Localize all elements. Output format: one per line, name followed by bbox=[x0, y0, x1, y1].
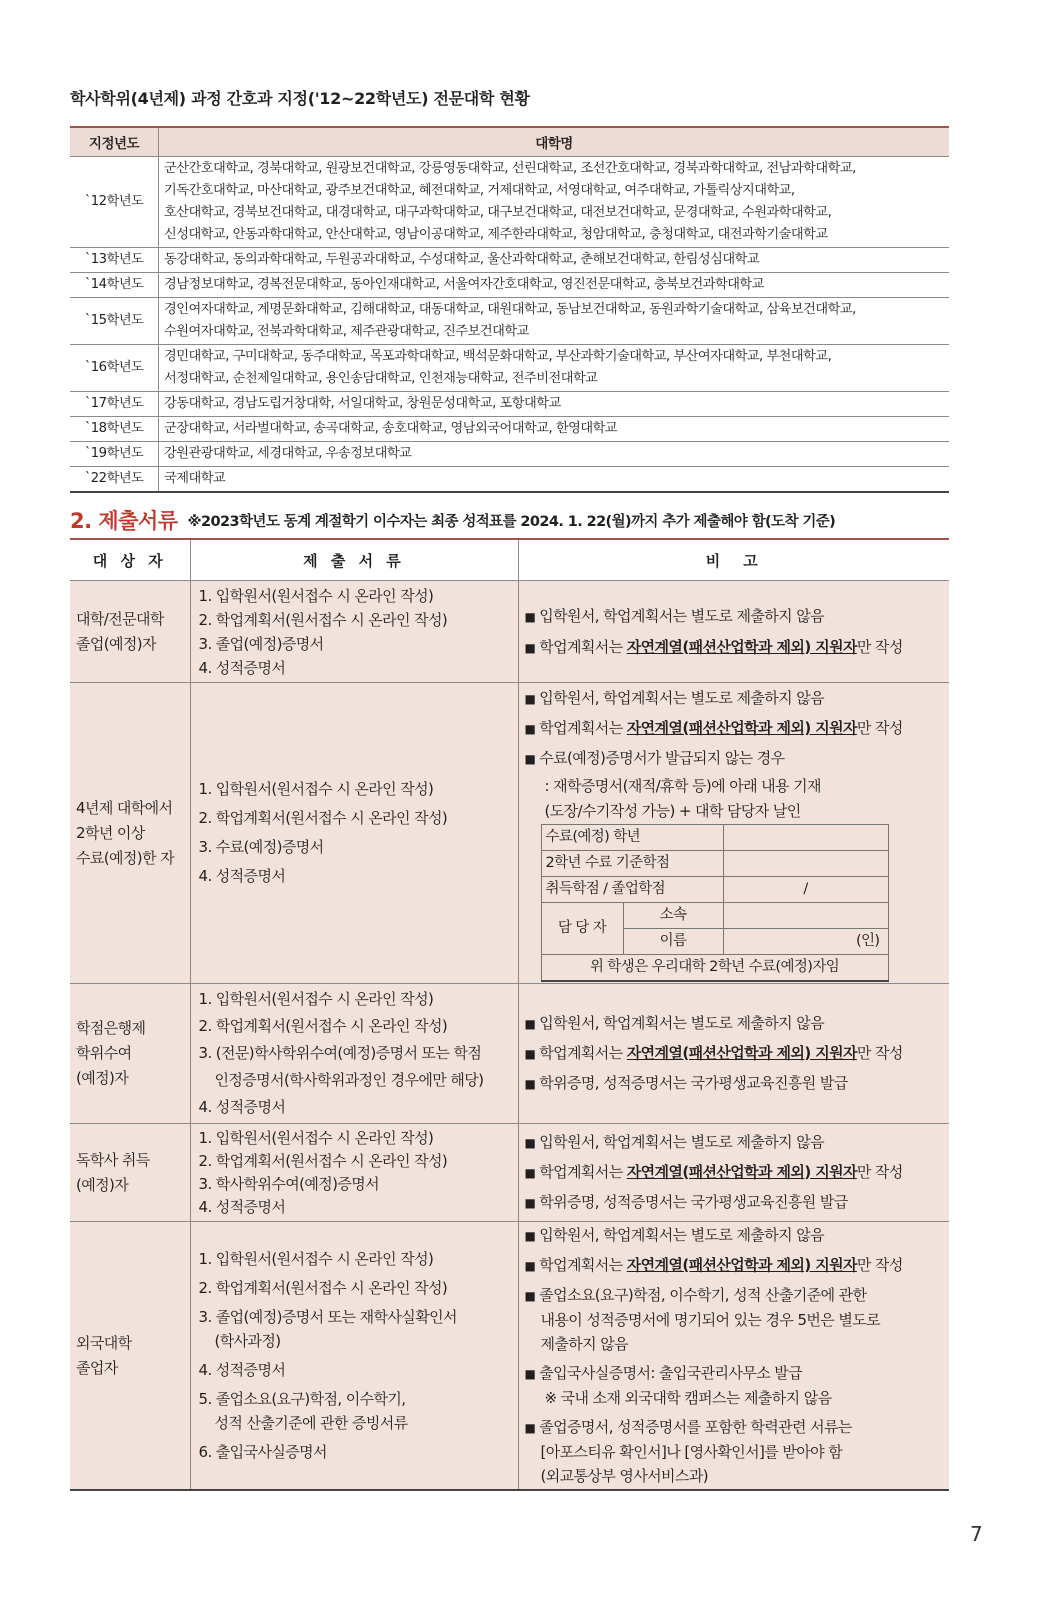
target-cell bbox=[70, 581, 190, 683]
note-item: ■ 학위증명, 성적증명서는 국가평생교육진흥원 발급 bbox=[524, 1192, 848, 1211]
note-cell bbox=[518, 683, 949, 984]
target-line: (예정)자 bbox=[76, 1069, 129, 1087]
header-note: 비 고 bbox=[518, 539, 949, 581]
bullet-icon: ■ bbox=[524, 1259, 536, 1273]
form-value bbox=[723, 903, 888, 929]
docs-cell bbox=[190, 581, 518, 683]
form-row bbox=[541, 903, 888, 929]
docs-cell bbox=[190, 683, 518, 984]
schools-cell bbox=[159, 417, 950, 442]
doc-item: 2. 학업계획서(원서접수 시 온라인 작성) bbox=[198, 1151, 448, 1170]
bullet-icon: ■ bbox=[524, 1135, 536, 1150]
form-confirm: 위 학생은 우리대학 2학년 수료(예정)자임 bbox=[541, 955, 888, 982]
docs-cell bbox=[190, 1124, 518, 1222]
doc-item: 4. 성적증명서 bbox=[198, 867, 286, 885]
note-item: ■ 학업계획서는 자연계열(패션산업학과 제외) 지원자만 작성 bbox=[524, 1256, 903, 1274]
header-year: 지정년도 bbox=[70, 127, 159, 157]
docs-cell bbox=[190, 1222, 518, 1491]
note-item: ■ 입학원서, 학업계획서는 별도로 제출하지 않음 bbox=[524, 1132, 825, 1151]
table-header-row bbox=[70, 539, 949, 581]
doc-item: 1. 입학원서(원서접수 시 온라인 작성) bbox=[198, 780, 434, 798]
bullet-icon: ■ bbox=[524, 722, 536, 736]
section2-header bbox=[70, 505, 950, 535]
target-cell bbox=[70, 1124, 190, 1222]
doc-item: 3. 졸업(예정)증명서 bbox=[198, 634, 324, 653]
note-subline: (외교통상부 영사서비스과) bbox=[540, 1467, 708, 1485]
target-line: 수료(예정)한 자 bbox=[76, 848, 175, 867]
doc-item: 2. 학업계획서(원서접수 시 온라인 작성) bbox=[198, 610, 448, 629]
note-subline: (도장/수기작성 가능) + 대학 담당자 날인 bbox=[544, 802, 801, 820]
year-cell: `16학년도 bbox=[70, 345, 159, 392]
doc-item: 1. 입학원서(원서접수 시 온라인 작성) bbox=[198, 990, 434, 1008]
doc-item: 6. 출입국사실증명서 bbox=[198, 1443, 327, 1461]
table-row bbox=[70, 1124, 949, 1222]
table-row bbox=[70, 298, 949, 345]
doc-item-cont: 성적 산출기준에 관한 증빙서류 bbox=[214, 1414, 408, 1432]
schools-cell bbox=[159, 298, 950, 345]
completion-form-table bbox=[541, 824, 889, 982]
bullet-icon: ■ bbox=[524, 1289, 536, 1303]
bullet-icon: ■ bbox=[524, 1076, 536, 1091]
table-row bbox=[70, 984, 949, 1124]
note-item: ■ 입학원서, 학업계획서는 별도로 제출하지 않음 bbox=[524, 1013, 825, 1032]
note-subline: : 재학증명서(재적/휴학 등)에 아래 내용 기재 bbox=[544, 777, 821, 795]
year-cell: `18학년도 bbox=[70, 417, 159, 442]
doc-item: 4. 성적증명서 bbox=[198, 658, 286, 677]
doc-item: 3. 학사학위수여(예정)증명서 bbox=[198, 1174, 380, 1193]
docs-cell bbox=[190, 984, 518, 1124]
section1-title: 학사학위(4년제) 과정 간호과 지정('12~22학년도) 전문대학 현황 bbox=[70, 89, 530, 108]
header-target: 대 상 자 bbox=[70, 539, 190, 581]
note-item: ■ 학업계획서는 자연계열(패션산업학과 제외) 지원자만 작성 bbox=[524, 719, 903, 737]
header-docs: 제 출 서 류 bbox=[190, 539, 518, 581]
table-row bbox=[70, 248, 949, 273]
form-row bbox=[541, 851, 888, 877]
target-line: 학점은행제 bbox=[76, 1019, 146, 1037]
note-item: ■ 학위증명, 성적증명서는 국가평생교육진흥원 발급 bbox=[524, 1073, 848, 1092]
bullet-icon: ■ bbox=[524, 640, 536, 655]
schools-line: 수원여자대학교, 전북과학대학교, 제주관광대학교, 진주보건대학교 bbox=[164, 324, 529, 339]
doc-item: 2. 학업계획서(원서접수 시 온라인 작성) bbox=[198, 809, 448, 827]
doc-item: 4. 성적증명서 bbox=[198, 1098, 286, 1116]
bullet-icon: ■ bbox=[524, 1165, 536, 1180]
doc-item: 2. 학업계획서(원서접수 시 온라인 작성) bbox=[198, 1279, 448, 1297]
schools-cell bbox=[159, 442, 950, 467]
target-line: 4년제 대학에서 bbox=[76, 798, 173, 817]
note-cell bbox=[518, 581, 949, 683]
doc-item: 3. 수료(예정)증명서 bbox=[198, 838, 324, 856]
schools-cell bbox=[159, 392, 950, 417]
schools-line: 군산간호대학교, 경북대학교, 원광보건대학교, 강릉영동대학교, 선린대학교, 조선간호대학교, 경북과학대학교, 전남과학대학교, bbox=[164, 161, 856, 176]
table-row bbox=[70, 417, 949, 442]
bullet-icon: ■ bbox=[524, 692, 536, 706]
form-label: 취득학점 / 졸업학점 bbox=[541, 877, 723, 903]
note-item: ■ 졸업소요(요구)학점, 이수학기, 성적 산출기준에 관한 bbox=[524, 1286, 867, 1304]
table-row bbox=[70, 345, 949, 392]
schools-line: 경남정보대학교, 경복전문대학교, 동아인재대학교, 서울여자간호대학교, 영진전문대학교, 충북보건과학대학교 bbox=[164, 277, 764, 292]
schools-cell bbox=[159, 248, 950, 273]
doc-item: 3. 졸업(예정)증명서 또는 재학사실확인서 bbox=[198, 1308, 457, 1326]
form-label: 2학년 수료 기준학점 bbox=[541, 851, 723, 877]
table-row bbox=[70, 581, 949, 683]
schools-line: 호산대학교, 경북보건대학교, 대경대학교, 대구과학대학교, 대구보건대학교, 대전보건대학교, 문경대학교, 수원과학대학교, bbox=[164, 205, 832, 220]
schools-line: 경민대학교, 구미대학교, 동주대학교, 목포과학대학교, 백석문화대학교, 부산과학기술대학교, 부산여자대학교, 부천대학교, bbox=[164, 349, 832, 364]
note-subline: 제출하지 않음 bbox=[540, 1335, 629, 1353]
schools-cell bbox=[159, 345, 950, 392]
table-row bbox=[70, 157, 949, 248]
note-subline: [아포스티유 확인서]나 [영사확인서]를 받아야 함 bbox=[540, 1443, 843, 1461]
bullet-icon: ■ bbox=[524, 1421, 536, 1435]
form-label: 수료(예정) 학년 bbox=[541, 825, 723, 851]
section2-notice: ※2023학년도 동계 계절학기 이수자는 최종 성적표를 2024. 1. 22(월)까지 추가 제출해야 함(도착 기준) bbox=[187, 513, 836, 530]
schools-cell bbox=[159, 467, 950, 493]
note-item: ■ 학업계획서는 자연계열(패션산업학과 제외) 지원자만 작성 bbox=[524, 1043, 903, 1062]
table-row bbox=[70, 273, 949, 298]
page-number: 7 bbox=[970, 1522, 983, 1546]
form-label: 담 당 자 bbox=[541, 903, 623, 955]
doc-item-cont: (학사과정) bbox=[214, 1332, 281, 1350]
note-cell bbox=[518, 984, 949, 1124]
note-item: ■ 학업계획서는 자연계열(패션산업학과 제외) 지원자만 작성 bbox=[524, 637, 903, 656]
target-cell bbox=[70, 984, 190, 1124]
year-cell: `12학년도 bbox=[70, 157, 159, 248]
year-cell: `19학년도 bbox=[70, 442, 159, 467]
section2-heading: 2. 제출서류 bbox=[70, 509, 178, 533]
doc-item: 1. 입학원서(원서접수 시 온라인 작성) bbox=[198, 586, 434, 605]
year-cell: `15학년도 bbox=[70, 298, 159, 345]
note-subline: 내용이 성적증명서에 명기되어 있는 경우 5번은 별도로 bbox=[540, 1311, 881, 1329]
schools-line: 동강대학교, 동의과학대학교, 두원공과대학교, 수성대학교, 울산과학대학교, 춘해보건대학교, 한림성심대학교 bbox=[164, 252, 760, 267]
target-line: 2학년 이상 bbox=[76, 823, 145, 842]
form-value bbox=[723, 825, 888, 851]
form-row bbox=[541, 877, 888, 903]
schools-line: 기독간호대학교, 마산대학교, 광주보건대학교, 혜전대학교, 거제대학교, 서영대학교, 여주대학교, 가톨릭상지대학교, bbox=[164, 183, 795, 198]
schools-line: 강동대학교, 경남도립거창대학, 서일대학교, 창원문성대학교, 포항대학교 bbox=[164, 396, 561, 411]
table-row bbox=[70, 392, 949, 417]
schools-cell bbox=[159, 157, 950, 248]
schools-cell bbox=[159, 273, 950, 298]
doc-item-cont: 인정증명서(학사학위과정인 경우에만 해당) bbox=[214, 1071, 484, 1089]
form-label: 이름 bbox=[623, 929, 723, 955]
target-cell bbox=[70, 1222, 190, 1491]
form-row bbox=[541, 955, 888, 982]
target-line: 외국대학 bbox=[76, 1333, 132, 1352]
note-item: ■ 출입국사실증명서: 출입국관리사무소 발급 bbox=[524, 1364, 803, 1382]
table-row bbox=[70, 1222, 949, 1491]
note-item: ■ 입학원서, 학업계획서는 별도로 제출하지 않음 bbox=[524, 1226, 825, 1244]
doc-item: 3. (전문)학사학위수여(예정)증명서 또는 학점 bbox=[198, 1044, 482, 1062]
doc-item: 2. 학업계획서(원서접수 시 온라인 작성) bbox=[198, 1017, 448, 1035]
target-line: 졸업자 bbox=[76, 1358, 118, 1377]
year-cell: `14학년도 bbox=[70, 273, 159, 298]
note-item: ■ 학업계획서는 자연계열(패션산업학과 제외) 지원자만 작성 bbox=[524, 1162, 903, 1181]
doc-item: 1. 입학원서(원서접수 시 온라인 작성) bbox=[198, 1250, 434, 1268]
year-cell: `17학년도 bbox=[70, 392, 159, 417]
table-row bbox=[70, 442, 949, 467]
table-row bbox=[70, 467, 949, 493]
doc-item: 5. 졸업소요(요구)학점, 이수학기, bbox=[198, 1390, 406, 1408]
note-subline: ※ 국내 소재 외국대학 캠퍼스는 제출하지 않음 bbox=[544, 1389, 832, 1407]
schools-line: 경인여자대학교, 계명문화대학교, 김해대학교, 대동대학교, 대원대학교, 동남보건대학교, 동원과학기술대학교, 삼육보건대학교, bbox=[164, 302, 856, 317]
target-line: 대학/전문대학 bbox=[76, 609, 164, 628]
bullet-icon: ■ bbox=[524, 609, 536, 624]
form-seal: (인) bbox=[723, 929, 888, 955]
form-value: / bbox=[723, 877, 888, 903]
schools-line: 군장대학교, 서라벌대학교, 송곡대학교, 송호대학교, 영남외국어대학교, 한영대학교 bbox=[164, 421, 618, 436]
target-line: 독학사 취득 bbox=[76, 1150, 150, 1169]
doc-item: 1. 입학원서(원서접수 시 온라인 작성) bbox=[198, 1128, 434, 1147]
bullet-icon: ■ bbox=[524, 1229, 536, 1243]
note-cell bbox=[518, 1222, 949, 1491]
target-cell bbox=[70, 683, 190, 984]
bullet-icon: ■ bbox=[524, 1016, 536, 1031]
schools-line: 강원관광대학교, 세경대학교, 우송정보대학교 bbox=[164, 446, 412, 461]
target-line: 졸업(예정)자 bbox=[76, 634, 156, 653]
note-item: ■ 입학원서, 학업계획서는 별도로 제출하지 않음 bbox=[524, 689, 825, 707]
bullet-icon: ■ bbox=[524, 1046, 536, 1061]
form-value bbox=[723, 851, 888, 877]
note-item: ■ 수료(예정)증명서가 발급되지 않는 경우 bbox=[524, 749, 785, 767]
bullet-icon: ■ bbox=[524, 1367, 536, 1381]
target-line: (예정)자 bbox=[76, 1175, 129, 1194]
form-label: 소속 bbox=[623, 903, 723, 929]
doc-item: 4. 성적증명서 bbox=[198, 1197, 286, 1216]
doc-item: 4. 성적증명서 bbox=[198, 1361, 286, 1379]
target-line: 학위수여 bbox=[76, 1044, 132, 1062]
nursing-college-table bbox=[70, 126, 949, 493]
schools-line: 국제대학교 bbox=[164, 471, 226, 486]
header-schools: 대학명 bbox=[159, 127, 950, 157]
note-item: ■ 입학원서, 학업계획서는 별도로 제출하지 않음 bbox=[524, 606, 825, 625]
note-item: ■ 졸업증명서, 성적증명서를 포함한 학력관련 서류는 bbox=[524, 1418, 852, 1436]
form-row bbox=[541, 825, 888, 851]
table-header-row bbox=[70, 127, 949, 157]
schools-line: 신성대학교, 안동과학대학교, 안산대학교, 영남이공대학교, 제주한라대학교, 청암대학교, 충청대학교, 대전과학기술대학교 bbox=[164, 227, 828, 242]
note-cell bbox=[518, 1124, 949, 1222]
year-cell: `22학년도 bbox=[70, 467, 159, 493]
schools-line: 서정대학교, 순천제일대학교, 용인송담대학교, 인천재능대학교, 전주비전대학교 bbox=[164, 371, 598, 386]
documents-table bbox=[70, 538, 949, 1491]
year-cell: `13학년도 bbox=[70, 248, 159, 273]
bullet-icon: ■ bbox=[524, 752, 536, 766]
table-row bbox=[70, 683, 949, 984]
bullet-icon: ■ bbox=[524, 1195, 536, 1210]
